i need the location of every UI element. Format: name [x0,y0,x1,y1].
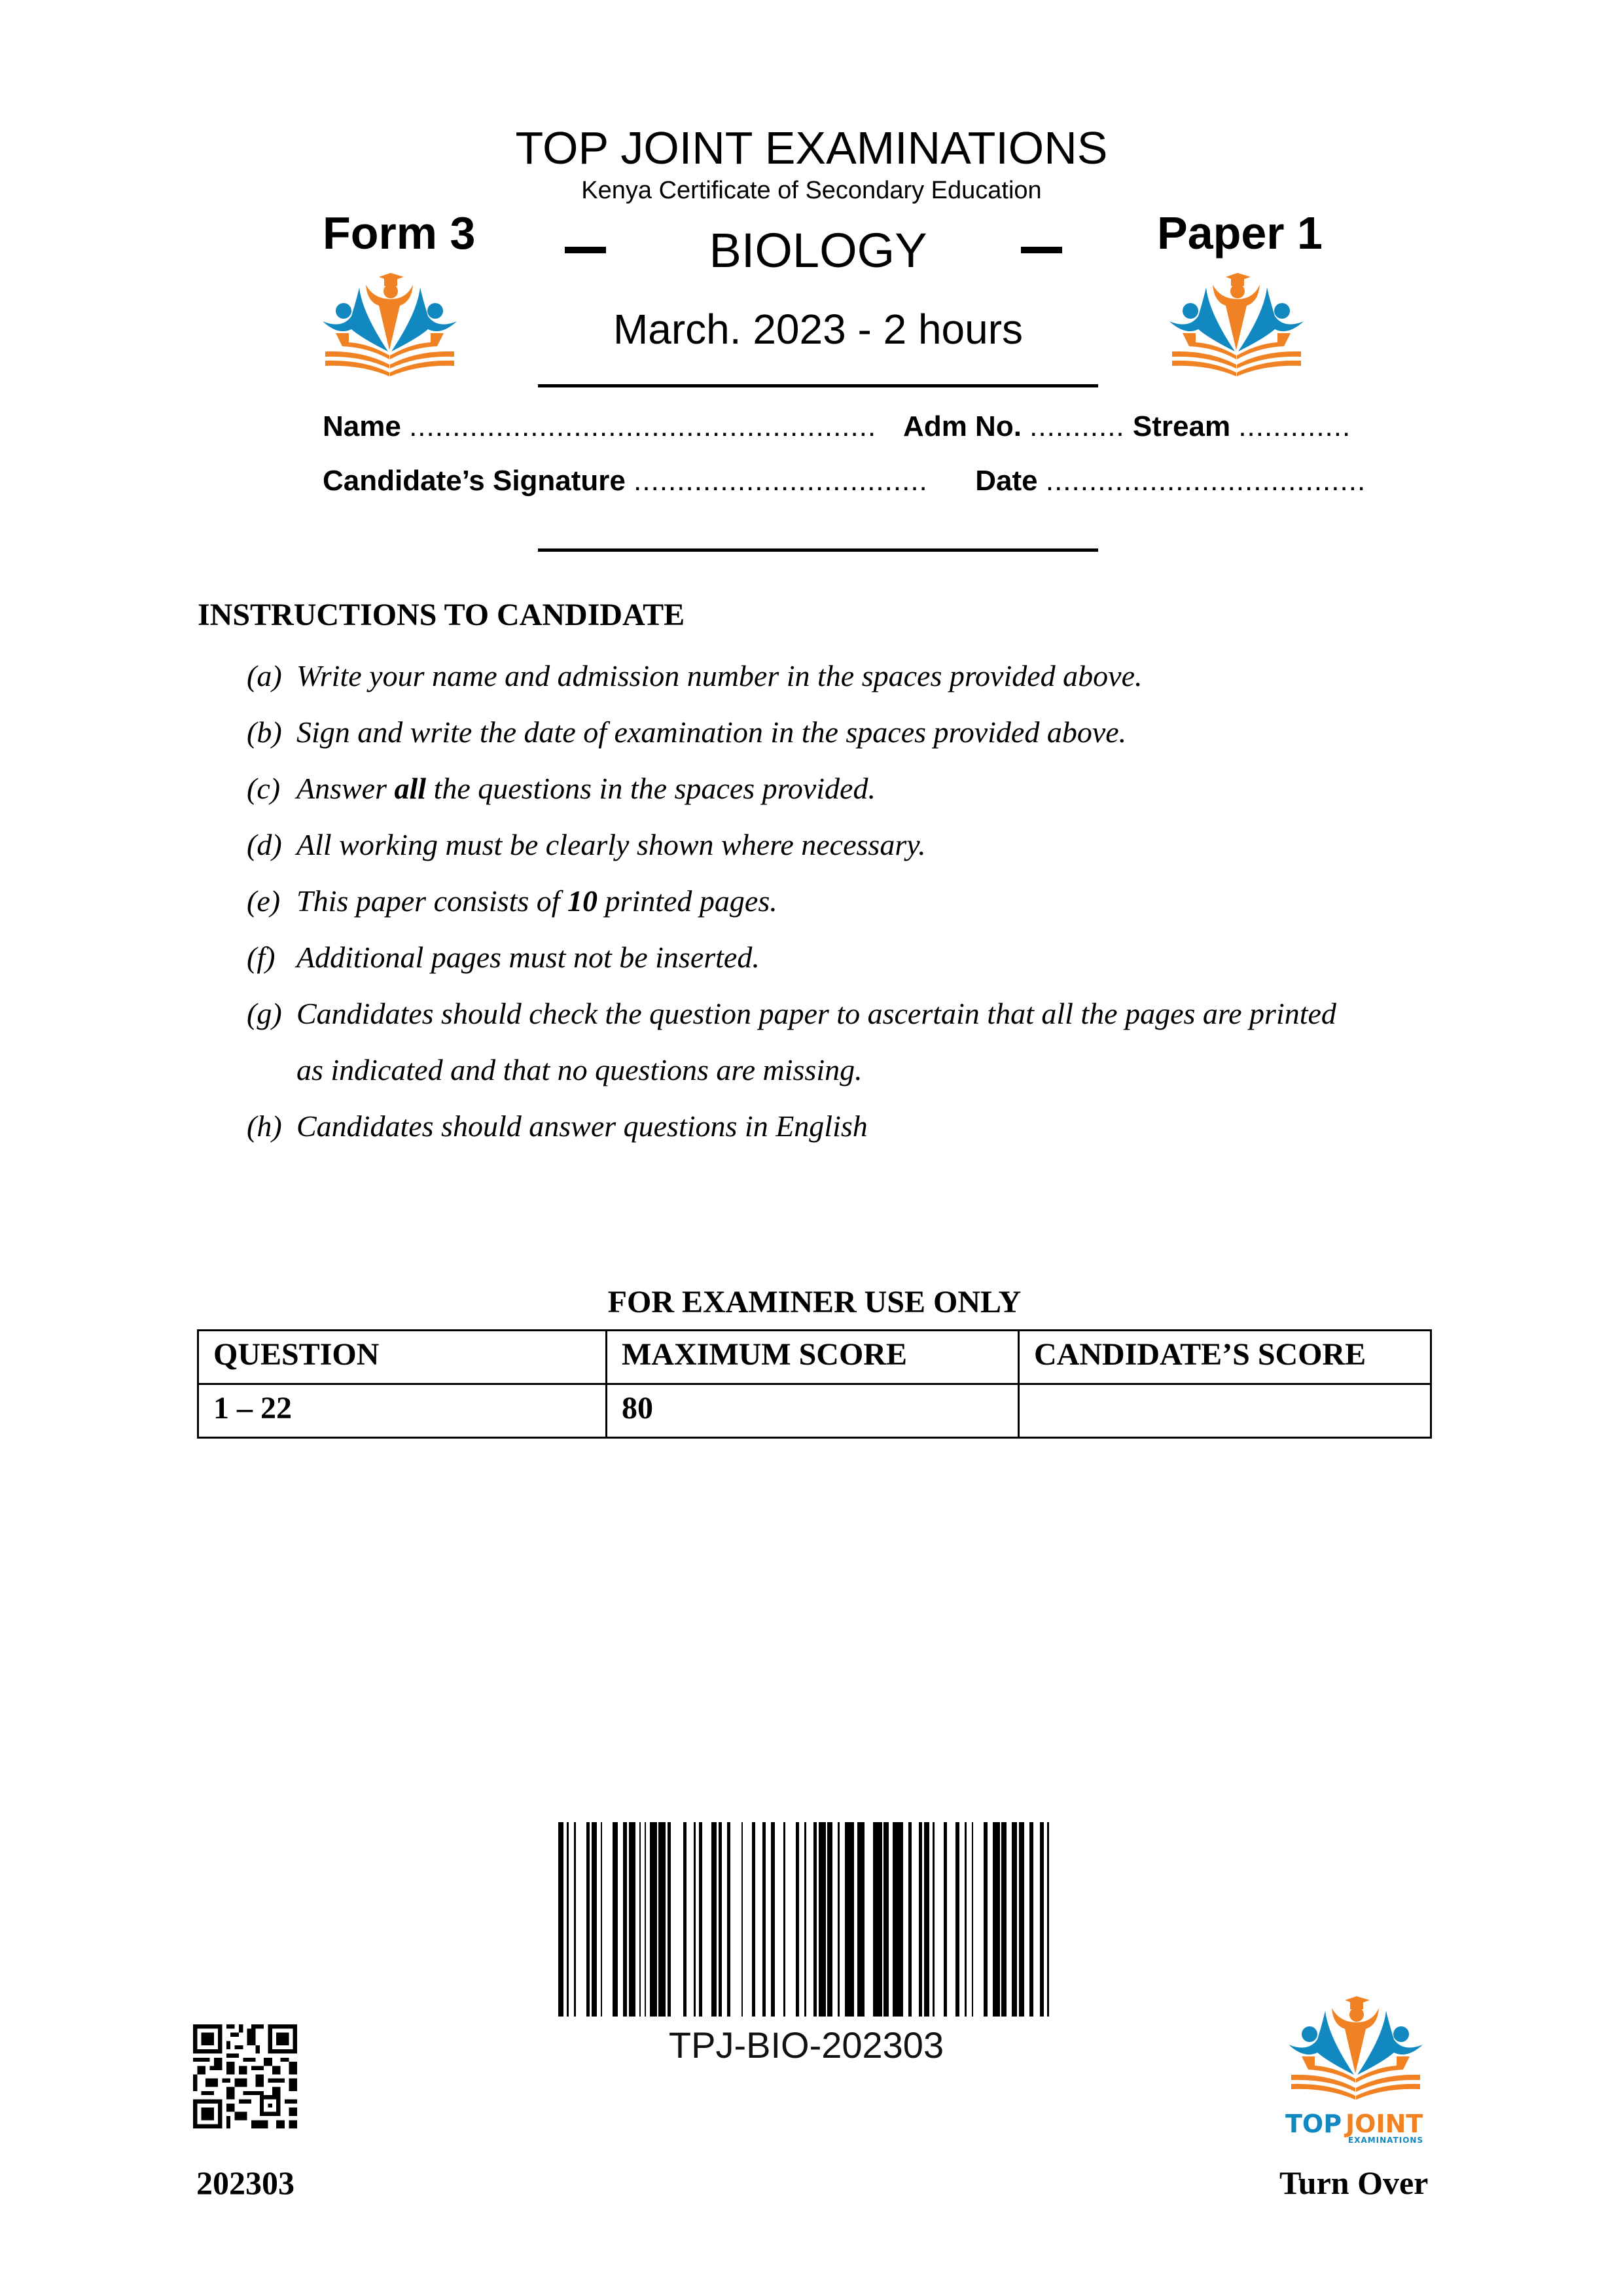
barcode-space [912,1822,919,2017]
adm-no-field[interactable]: ........... [1029,410,1125,442]
barcode-bar [883,1822,889,2017]
instruction-label: (c) [247,772,281,805]
barcode-space [569,1822,574,2017]
barcode-space [687,1822,694,2017]
column-header-maximum-score: MAXIMUM SCORE [607,1331,1019,1384]
barcode-bar [873,1822,882,2017]
turn-over-label: Turn Over [1279,2164,1429,2201]
barcode-space [1049,1822,1054,2017]
exam-date-duration: March. 2023 - 2 hours [613,306,1024,353]
examiner-heading: FOR EXAMINER USE ONLY [607,1285,1022,1319]
instruction-label: (d) [247,828,282,861]
barcode-space [785,1822,796,2017]
date-field[interactable]: ..................................... [1045,465,1366,497]
barcode-bar [857,1822,865,2017]
barcode-bar [827,1822,832,2017]
logo-text-joint: JOINT [1346,2109,1423,2138]
barcode-bar [650,1822,657,2017]
candidate-fields-row-2 [323,465,1366,497]
barcode-bar [845,1822,853,2017]
barcode-space [576,1822,586,2017]
stream-label: Stream [1132,410,1231,442]
barcode-space [702,1822,711,2017]
instruction-text-tail: the questions in the spaces provided. [426,772,876,805]
score-table [197,1329,1432,1439]
barcode-bar [893,1822,903,2017]
barcode-bar [993,1822,1000,2017]
column-header-question: QUESTION [198,1331,607,1384]
barcode-bar [924,1822,929,2017]
column-header-candidates-score: CANDIDATE’S SCORE [1019,1331,1431,1384]
barcode-space [840,1822,845,2017]
instruction-item [247,715,1126,749]
table-row [198,1384,1431,1438]
name-label: Name [323,410,401,442]
cell-candidates-score[interactable] [1019,1384,1431,1438]
barcode-space [730,1822,741,2017]
instruction-label: (h) [247,1109,282,1143]
instruction-item [247,1109,868,1143]
candidate-fields-row-1 [323,410,1351,443]
instruction-emphasis: all [394,772,427,805]
barcode-bar [613,1822,618,2017]
barcode-bar [711,1822,717,2017]
barcode-bar [819,1822,826,2017]
stream-field[interactable]: ............. [1238,410,1351,442]
barcode-icon [558,1822,1054,2017]
form-label: Form 3 [323,207,476,259]
qr-code-icon [193,2024,297,2128]
instruction-item [247,658,1143,693]
barcode-space [618,1822,623,2017]
barcode-space [775,1822,783,2017]
instruction-item [247,996,1336,1031]
barcode-space [967,1822,972,2017]
instruction-text: Sign and write the date of examination in the spaces provided above. [296,715,1127,749]
barcode-space [602,1822,613,2017]
barcode-space [865,1822,873,2017]
barcode-bar [592,1822,597,2017]
logo-text-top: TOP [1285,2109,1342,2138]
barcode-space [743,1822,751,2017]
instruction-item-continuation [247,1052,863,1087]
brand-title: TOP JOINT EXAMINATIONS [515,122,1108,173]
instruction-text: Write your name and admission number in the spaces provided above. [296,659,1143,692]
instruction-label: (e) [247,884,281,918]
instruction-label: (b) [247,715,282,749]
instruction-emphasis: 10 [567,884,598,918]
barcode-space [1033,1822,1041,2017]
instruction-item [247,884,777,918]
signature-field[interactable]: .................................. [633,465,928,497]
barcode-bar [1001,1822,1007,2017]
instruction-text: Answer [296,772,395,805]
instruction-text: Candidates should answer questions in English [296,1109,868,1143]
barcode-bar [1019,1822,1024,2017]
instructions-heading: INSTRUCTIONS TO CANDIDATE [198,598,685,632]
instruction-item [247,771,876,806]
barcode-space [832,1822,838,2017]
instruction-item [247,940,760,975]
logo-text-examinations: EXAMINATIONS [1348,2136,1424,2145]
dash-right [1021,247,1062,253]
signature-label: Candidate’s Signature [323,465,626,497]
paper-label: Paper 1 [1157,207,1323,259]
barcode-space [766,1822,771,2017]
barcode-space [755,1822,762,2017]
top-joint-footer-logo-icon [1283,1996,1429,2145]
barcode-space [1024,1822,1029,2017]
instruction-label: (f) [247,941,276,974]
barcode-bar [658,1822,666,2017]
date-label: Date [975,465,1038,497]
header-divider-bottom [538,548,1098,552]
instruction-text: Candidates should check the question paper to ascertain that all the pages are printed [296,997,1336,1030]
barcode-space [1007,1822,1012,2017]
instruction-label: (a) [247,659,282,692]
instruction-item [247,827,926,862]
instruction-text: Additional pages must not be inserted. [296,941,760,974]
barcode-space [988,1822,993,2017]
barcode-text: TPJ-BIO-202303 [668,2024,944,2066]
name-field[interactable]: ...................................................... [409,410,877,442]
brand-subtitle: Kenya Certificate of Secondary Education [581,177,1042,204]
instruction-text: as indicated and that no questions are missing. [296,1053,863,1086]
cell-question-range: 1 – 22 [198,1384,607,1438]
barcode-bar [558,1822,563,2017]
table-header-row [198,1331,1431,1384]
barcode-bar [1012,1822,1017,2017]
adm-no-label: Adm No. [903,410,1022,442]
header-divider-top [538,384,1098,387]
instruction-label: (g) [247,997,282,1030]
barcode-space [947,1822,955,2017]
barcode-bar [629,1822,636,2017]
instruction-text-tail: printed pages. [597,884,777,918]
barcode-space [806,1822,813,2017]
barcode-space [935,1822,943,2017]
barcode-space [671,1822,683,2017]
barcode-space [973,1822,984,2017]
barcode-space [722,1822,727,2017]
subject-title: BIOLOGY [709,223,927,278]
barcode-space [959,1822,965,2017]
cell-maximum-score: 80 [607,1384,1019,1438]
instruction-text: All working must be clearly shown where necessary. [296,828,926,861]
instruction-text: This paper consists of [296,884,568,918]
barcode-space [903,1822,908,2017]
barcode-space [799,1822,804,2017]
top-joint-logo-icon [323,273,457,376]
document-code: 202303 [196,2164,294,2201]
top-joint-logo-icon [1169,273,1304,376]
dash-left [565,247,606,253]
